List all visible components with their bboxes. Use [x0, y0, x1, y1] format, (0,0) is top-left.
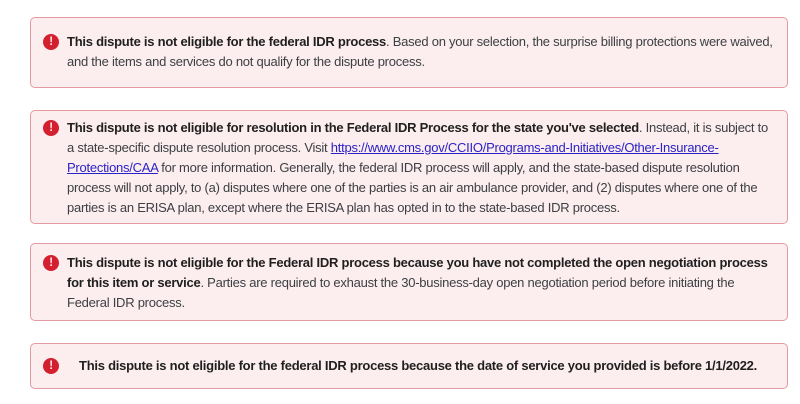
alert-bold-text: This dispute is not eligible for the federal IDR process: [67, 34, 387, 49]
alert-message: [67, 253, 773, 313]
error-icon: !: [43, 34, 59, 50]
alert-body-text: . Instead, it is subject to a state-specific dispute resolution process. Visit: [67, 120, 768, 155]
error-icon: !: [43, 255, 59, 271]
alert-date-of-service: [30, 343, 788, 389]
alert-open-negotiation-incomplete: [30, 243, 788, 321]
alert-message: [67, 118, 773, 218]
alert-body-text: . Parties are required to exhaust the 30-business-day open negotiation period before initiating the Federal IDR process.: [67, 275, 735, 310]
error-icon: !: [43, 120, 59, 136]
alert-body-text: . Based on your selection, the surprise billing protections were waived, and the items and services do not qualify for the dispute process.: [67, 34, 773, 69]
alert-bold-text: This dispute is not eligible for resolution in the Federal IDR Process for the state you've selected: [67, 120, 639, 135]
alert-message: [67, 32, 773, 72]
alert-protections-waived: [30, 17, 788, 88]
cms-cciio-link[interactable]: https://www.cms.gov/CCIIO/Programs-and-Initiatives/Other-Insurance-Protections/CAA: [67, 140, 719, 175]
alert-body-text: for more information. Generally, the federal IDR process will apply, and the state-based dispute resolution process will not apply, to (a) disputes where one of the parties is an air ambulance provider, and (2) disputes where one of the parties is an ERISA plan, except where the ERISA plan has opted in to the state-based IDR process.: [67, 160, 758, 215]
alert-state-selected: [30, 110, 788, 224]
alert-bold-text: This dispute is not eligible for the federal IDR process because the date of service you provided is before 1/1/2022.: [79, 358, 758, 373]
error-icon: !: [43, 358, 59, 374]
alert-bold-text: This dispute is not eligible for the Federal IDR process because you have not completed the open negotiation process for this item or service: [67, 255, 768, 290]
alert-message: [79, 356, 773, 376]
